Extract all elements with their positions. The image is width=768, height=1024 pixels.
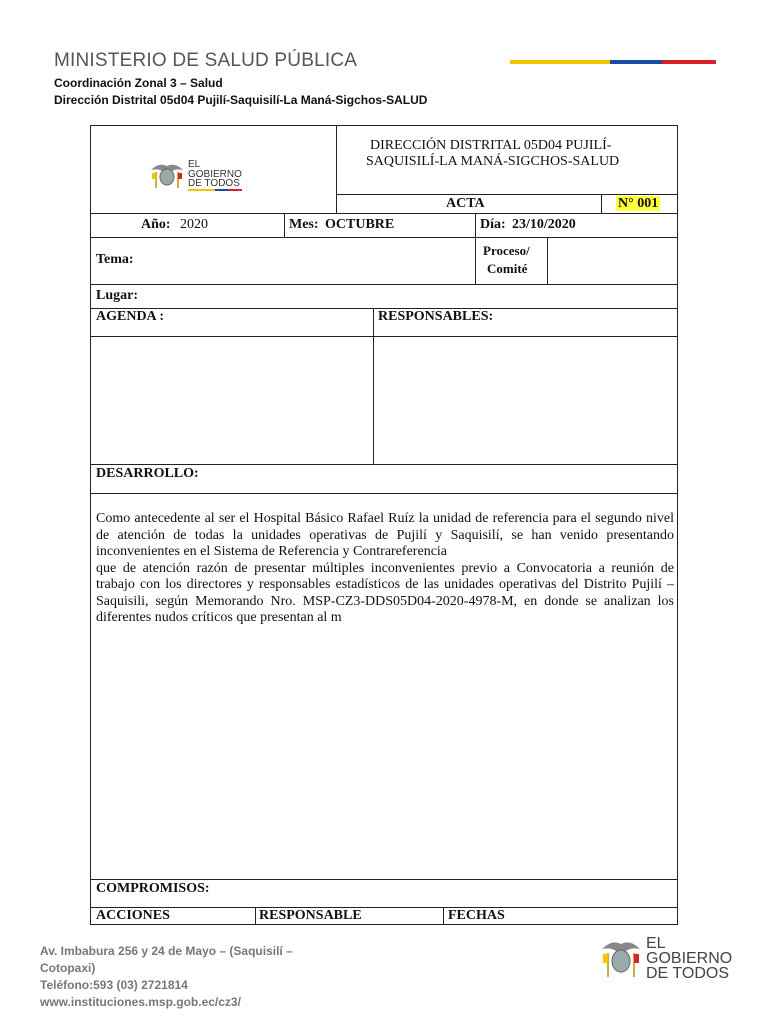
address-line1: Av. Imbabura 256 y 24 de Mayo – (Saquisilí –	[40, 944, 293, 958]
proceso-label-1: Proceso/	[483, 243, 530, 258]
ministry-title: MINISTERIO DE SALUD PÚBLICA	[54, 50, 358, 71]
footer-logo-line3: DE TODOS	[646, 965, 729, 983]
coordination-text: Coordinación Zonal 3 – Salud	[54, 76, 223, 90]
direction-text: Dirección Distrital 05d04 Pujilí-Saquisilí-La Maná-Sigchos-SALUD	[54, 93, 428, 107]
year-label: Año:	[141, 217, 171, 232]
footer-logo-line1: EL	[646, 935, 666, 952]
flag-stripe	[510, 60, 716, 64]
footer-contact	[40, 943, 293, 1011]
logo-line3: DE TODOS	[188, 178, 240, 189]
logo-line2: GOBIERNO	[188, 168, 242, 180]
responsable-label: RESPONSABLE	[259, 908, 362, 923]
fechas-label: FECHAS	[448, 908, 505, 923]
ecuador-coat-of-arms-icon	[600, 937, 642, 981]
month-label: Mes:	[289, 217, 319, 232]
responsables-label: RESPONSABLES:	[378, 309, 494, 324]
lugar-label: Lugar:	[96, 288, 138, 303]
website-link[interactable]: www.instituciones.msp.gob.ec/cz3/	[40, 995, 241, 1009]
footer-gobierno-logo	[600, 936, 732, 982]
logo-line1: EL	[188, 159, 201, 170]
compromisos-label: COMPROMISOS:	[96, 881, 210, 896]
day-value: 23/10/2020	[512, 217, 576, 232]
form-title-line1: DIRECCIÓN DISTRITAL 05D04 PUJILÍ-	[370, 138, 612, 153]
desarrollo-body	[96, 511, 674, 627]
acciones-label: ACCIONES	[96, 908, 170, 923]
desarrollo-paragraph: que de atención razón de presentar múltiples inconvenientes previo a Convocatoria a reunión de trabajo con los directores y responsables estadísticos de las unidades operativas del Distrito Pujilí – Saquisili, según Memorando Nro. MSP-CZ3-DDS05D04-2020-4978-M, en donde se analizan los diferentes nudos críticos que presentan al m	[96, 560, 674, 625]
year-value: 2020	[180, 217, 208, 232]
desarrollo-paragraph: Como antecedente al ser el Hospital Básico Rafael Ruíz la unidad de referencia para el segundo nivel de atención de todas la unidades operativas de Pujilí y Saquisilí, se han venido presentando inconvenientes en el Sistema de Referencia y Contrareferencia	[96, 511, 674, 559]
address-line2: Cotopaxi)	[40, 961, 96, 975]
ecuador-coat-of-arms-icon	[149, 160, 185, 190]
proceso-label-2: Comité	[487, 261, 528, 276]
gobierno-logo	[149, 160, 242, 191]
day-label: Día:	[480, 217, 506, 232]
acta-label: ACTA	[446, 196, 485, 211]
acta-number: N° 001	[618, 196, 659, 211]
acta-form	[90, 125, 678, 925]
agenda-label: AGENDA :	[96, 309, 165, 324]
footer-logo-line2: GOBIERNO	[646, 950, 733, 968]
month-value: OCTUBRE	[325, 217, 395, 232]
form-title-line2: SAQUISILÍ-LA MANÁ-SIGCHOS-SALUD	[366, 154, 620, 169]
phone-text: Teléfono:593 (03) 2721814	[40, 978, 188, 992]
desarrollo-label: DESARROLLO:	[96, 466, 199, 481]
tema-label: Tema:	[96, 252, 134, 267]
